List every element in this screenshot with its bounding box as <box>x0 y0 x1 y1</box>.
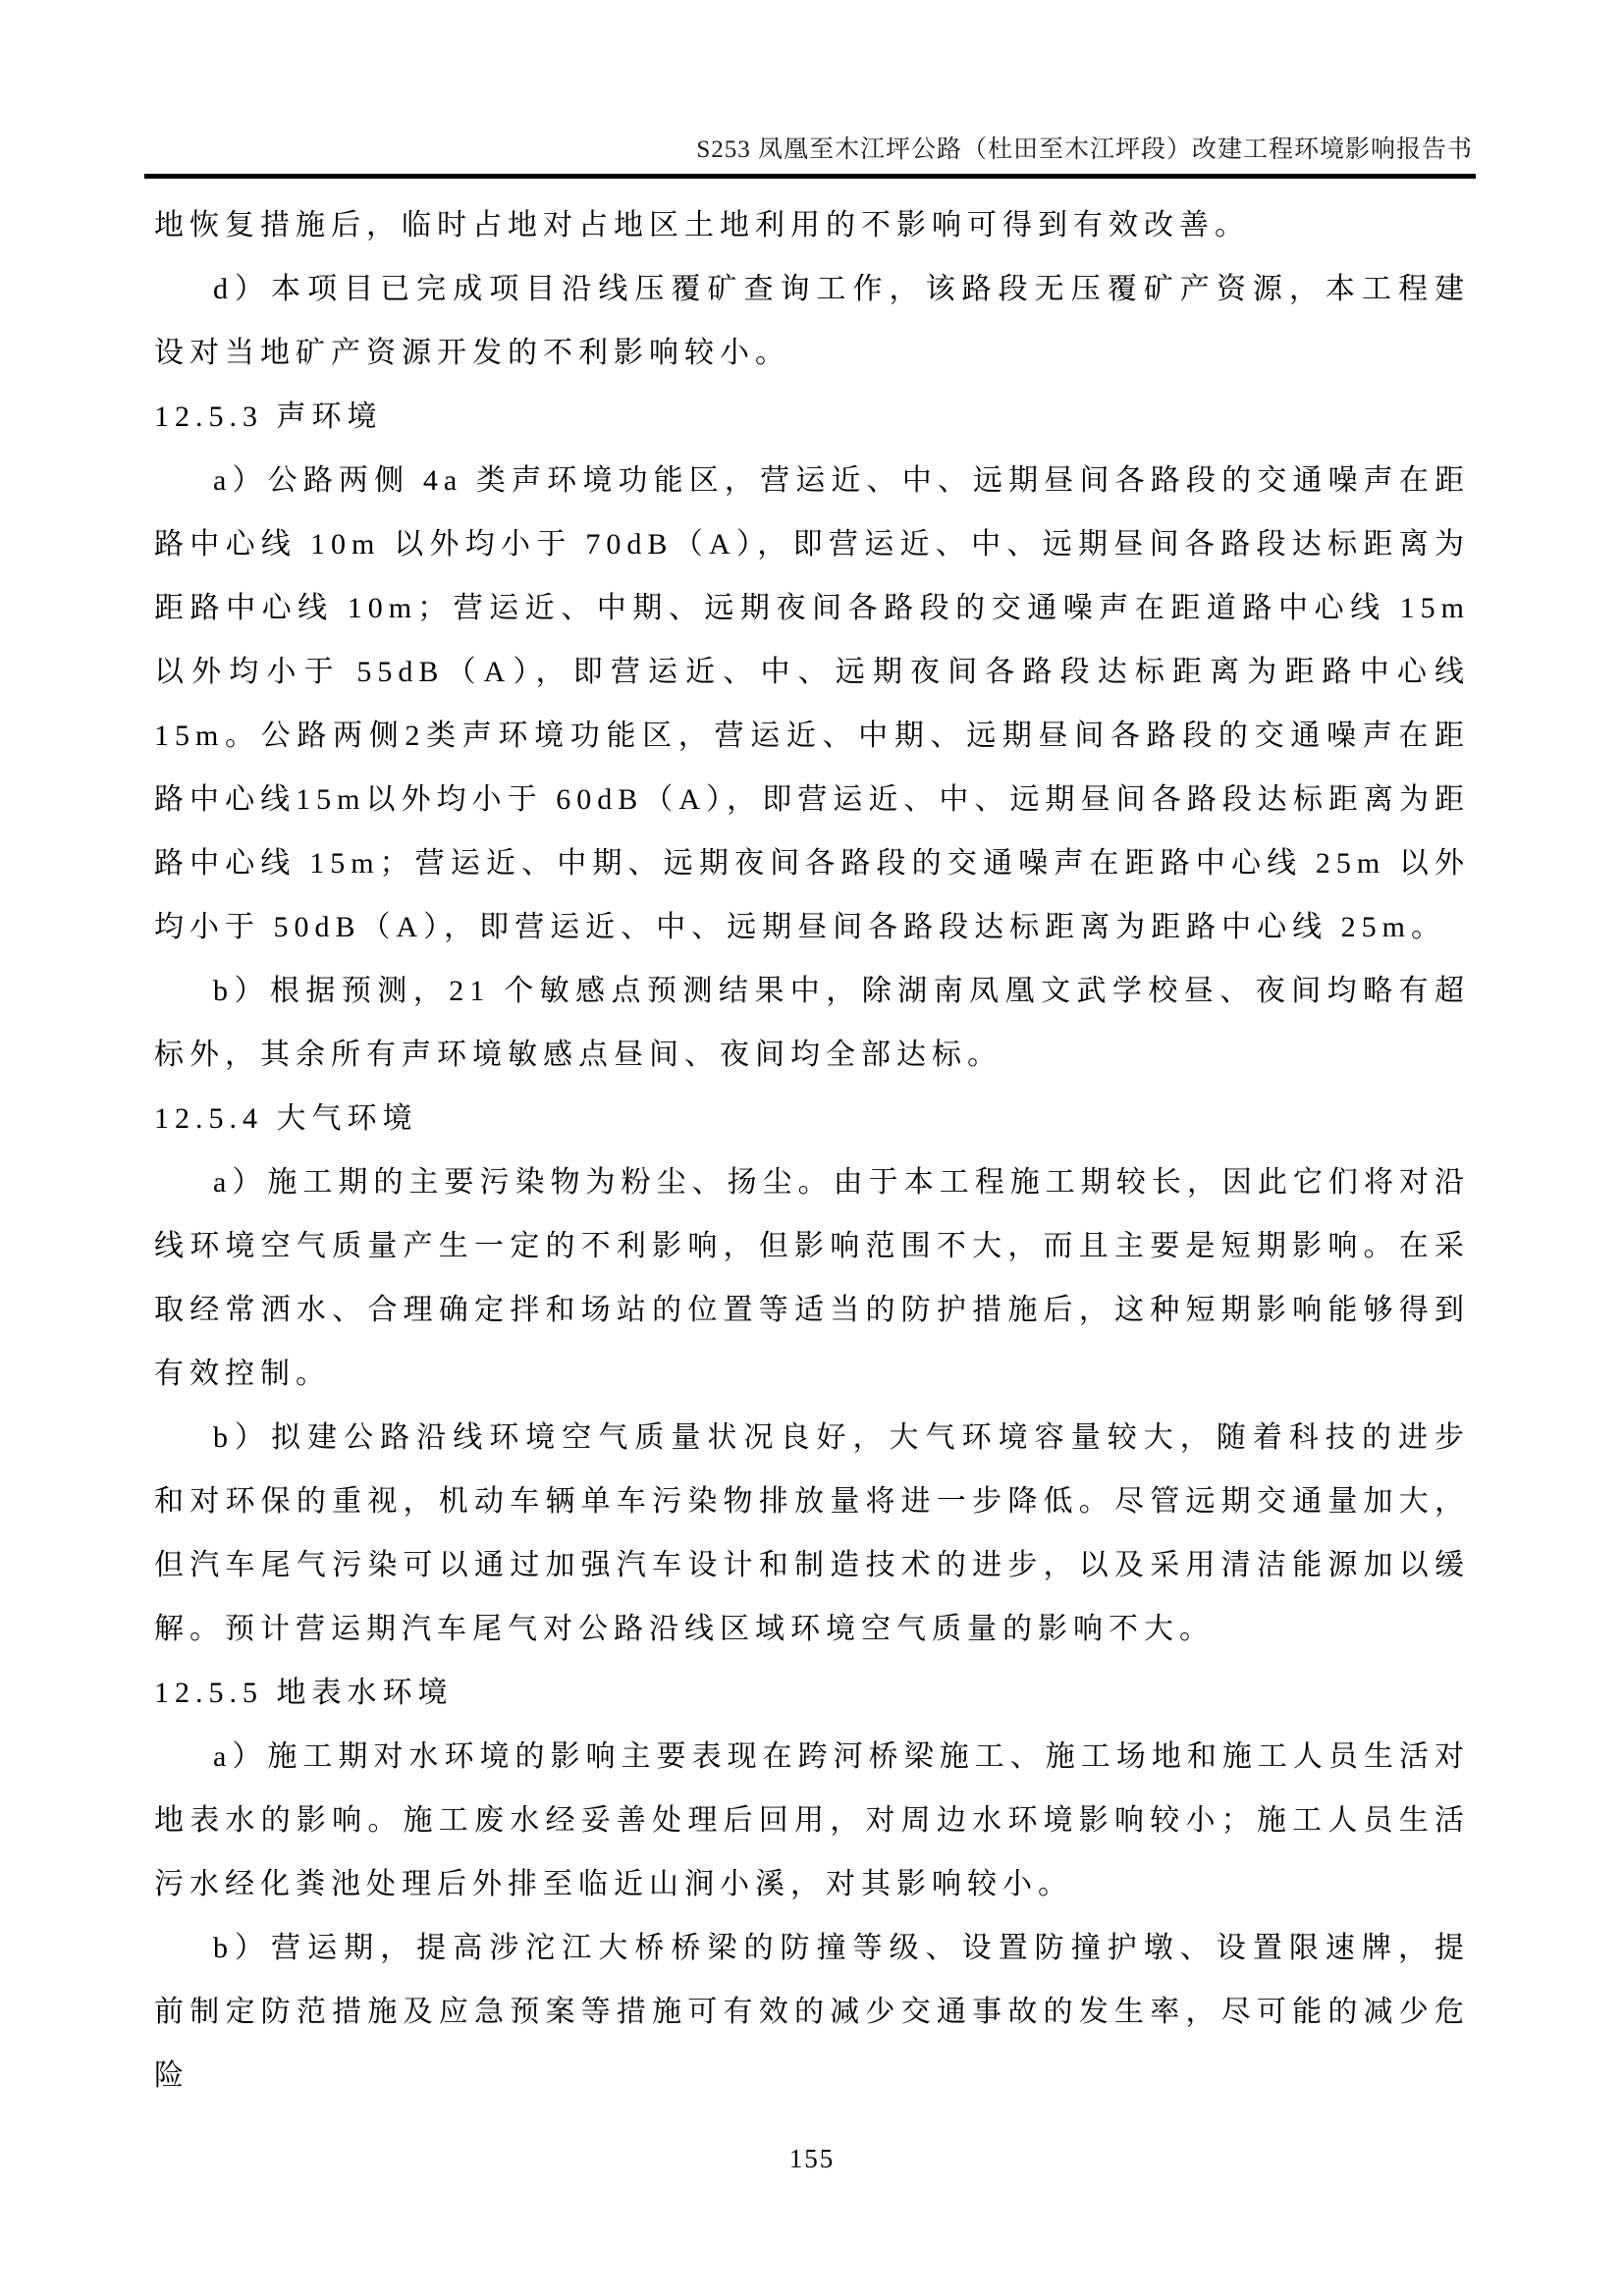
paragraph: a）公路两侧 4a 类声环境功能区，营运近、中、远期昼间各路段的交通噪声在距路中心线 10m 以外均小于 70dB（A），即营运近、中、远期昼间各路段达标距离为距路中心线 10m；营运近、中期、远期夜间各路段的交通噪声在距道路中心线 15m 以外均小于 55dB（A），即营运近、中、远期夜间各路段达标距离为距路中心线 15m。公路两侧2类声环境功能区，营运近、中期、远期昼间各路段的交通噪声在距路中心线15m以外均小于 60dB（A），即营运近、中、远期昼间各路段达标距离为距路中心线 15m；营运近、中期、远期夜间各路段的交通噪声在距路中心线 25m 以外均小于 50dB（A），即营运近、中、远期昼间各路段达标距离为距路中心线 25m。 <box>154 464 1470 943</box>
paragraph: b）营运期，提高涉沱江大桥桥梁的防撞等级、设置防撞护墩、设置限速牌，提前制定防范措施及应急预案等措施可有效的减少交通事故的发生率，尽可能的减少危险 <box>154 1932 1470 2092</box>
paragraph: b）根据预测，21 个敏感点预测结果中，除湖南凤凰文武学校昼、夜间均略有超标外，其余所有声环境敏感点昼间、夜间均全部达标。 <box>154 975 1470 1071</box>
paragraph: a）施工期对水环境的影响主要表现在跨河桥梁施工、施工场地和施工人员生活对地表水的影响。施工废水经妥善处理后回用，对周边水环境影响较小；施工人员生活污水经化粪池处理后外排至临近山涧小溪，对其影响较小。 <box>154 1740 1470 1900</box>
section-heading: 12.5.3 声环境 <box>154 400 383 433</box>
page-footer <box>0 2144 1624 2174</box>
header-rule <box>144 174 1476 179</box>
paragraph: d）本项目已完成项目沿线压覆矿查询工作，该路段无压覆矿产资源，本工程建设对当地矿产资源开发的不利影响较小。 <box>154 273 1470 369</box>
header-title: S253 凤凰至木江坪公路（杜田至木江坪段）改建工程环境影响报告书 <box>696 136 1473 163</box>
section-heading: 12.5.4 大气环境 <box>154 1102 418 1135</box>
paragraph: a）施工期的主要污染物为粉尘、扬尘。由于本工程施工期较长，因此它们将对沿线环境空气质量产生一定的不利影响，但影响范围不大，而且主要是短期影响。在采取经常洒水、合理确定拌和场站的位置等适当的防护措施后，这种短期影响能够得到有效控制。 <box>154 1166 1470 1390</box>
section-heading: 12.5.5 地表水环境 <box>154 1677 454 1709</box>
page-number: 155 <box>788 2144 836 2173</box>
document-body <box>154 193 1470 2108</box>
paragraph: b）拟建公路沿线环境空气质量状况良好，大气环境容量较大，随着科技的进步和对环保的重视，机动车辆单车污染物排放量将进一步降低。尽管远期交通量加大，但汽车尾气污染可以通过加强汽车设计和制造技术的进步，以及采用清洁能源加以缓解。预计营运期汽车尾气对公路沿线区域环境空气质量的影响不大。 <box>154 1421 1470 1645</box>
paragraph: 地恢复措施后，临时占地对占地区土地利用的不影响可得到有效改善。 <box>154 209 1250 241</box>
